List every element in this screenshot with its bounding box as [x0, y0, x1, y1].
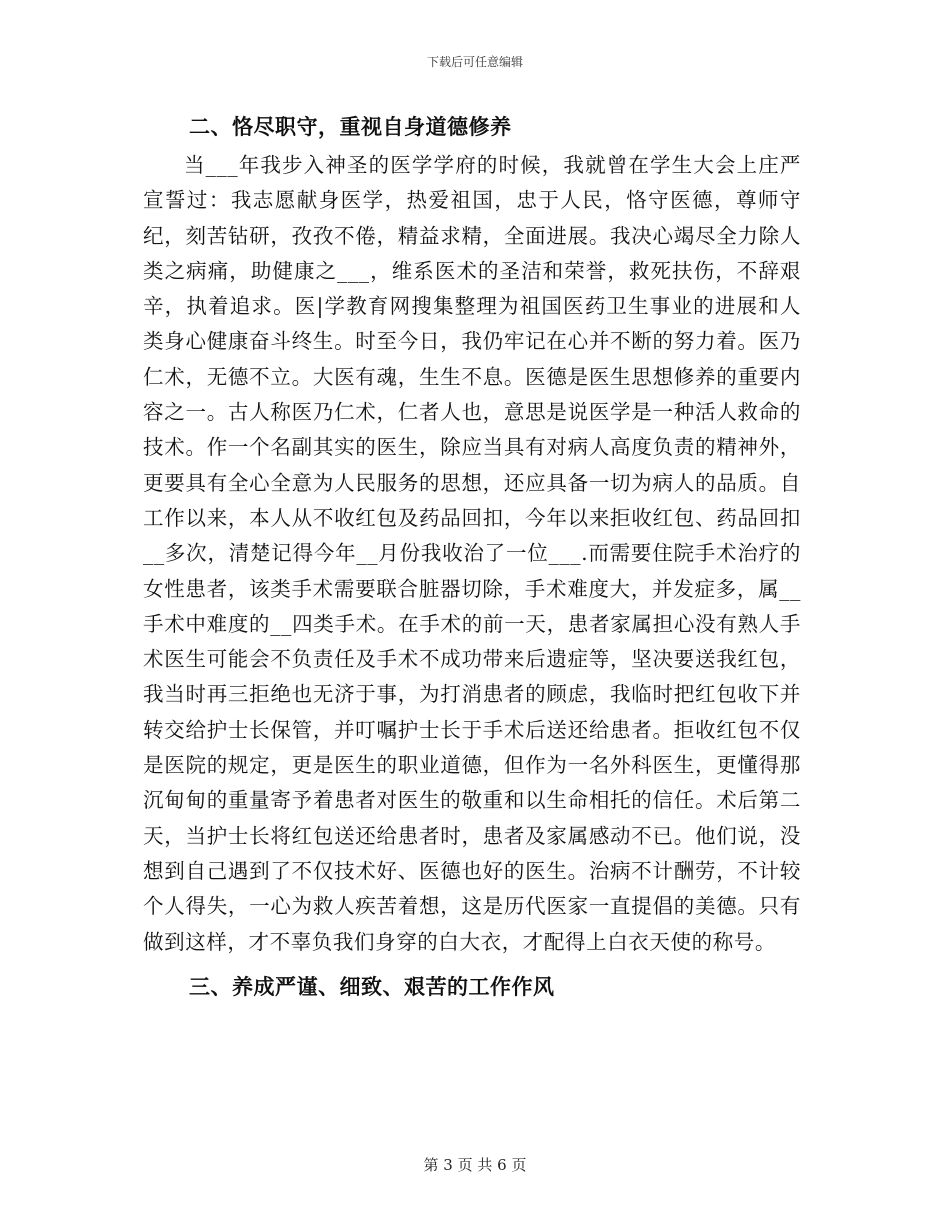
page-header: 下载后可任意编辑 — [426, 55, 523, 69]
page-footer: 第 3 页 共 6 页 — [423, 1156, 527, 1174]
document-body — [143, 110, 801, 1004]
section-paragraph-2: 当___年我步入神圣的医学学府的时候，我就曾在学生大会上庄严宣誓过：我志愿献身医学，热爱祖国，忠于人民，恪守医德，尊师守纪，刻苦钻研，孜孜不倦，精益求精，全面进展。我决心竭尽全力除人类之病痛，助健康之___，维系医术的圣洁和荣誉，救死扶伤，不辞艰辛，执着追求。医|学教育网搜集整理为祖国医药卫生事业的进展和人类身心健康奋斗终生。时至今日，我仍牢记在心并不断的努力着。医乃仁术，无德不立。大医有魂，生生不息。医德是医生思想修养的重要内容之一。古人称医乃仁术，仁者人也，意思是说医学是一种活人救命的技术。作一个名副其实的医生，除应当具有对病人高度负责的精神外，更要具有全心全意为人民服务的思想，还应具备一切为病人的品质。自工作以来，本人从不收红包及药品回扣，今年以来拒收红包、药品回扣__多次，清楚记得今年__月份我收治了一位___.而需要住院手术治疗的女性患者，该类手术需要联合脏器切除，手术难度大，并发症多，属__手术中难度的__四类手术。在手术的前一天，患者家属担心没有熟人手术医生可能会不负责任及手术不成功带来后遗症等，坚决要送我红包，我当时再三拒绝也无济于事，为打消患者的顾虑，我临时把红包收下并转交给护士长保管，并叮嘱护士长于手术后送还给患者。拒收红包不仅是医院的规定，更是医生的职业道德，但作为一名外科医生，更懂得那沉甸甸的重量寄予着患者对医生的敬重和以生命相托的信任。术后第二天，当护士长将红包送还给患者时，患者及家属感动不已。他们说，没想到自己遇到了不仅技术好、医德也好的医生。治病不计酬劳，不计较个人得失，一心为救人疾苦着想，这是历代医家一直提倡的美德。只有做到这样，才不辜负我们身穿的白大衣，才配得上白衣天使的称号。 — [143, 153, 801, 954]
section-heading-2: 二、恪尽职守，重视自身道德修养 — [189, 114, 512, 139]
section-heading-3: 三、养成严谨、细致、艰苦的工作作风 — [189, 973, 555, 999]
